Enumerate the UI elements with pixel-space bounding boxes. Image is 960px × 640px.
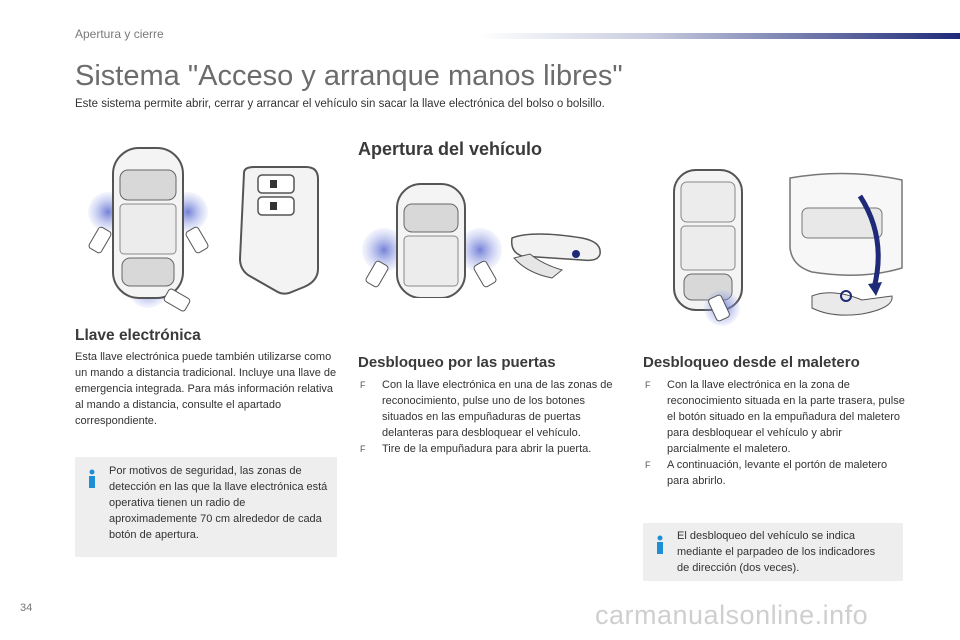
car-top-view-icon bbox=[78, 140, 218, 318]
opening-section-heading: Apertura del vehículo bbox=[358, 139, 543, 159]
header-gradient-bar bbox=[480, 33, 960, 39]
doors-step-2: Tire de la empuñadura para abrir la puerta. bbox=[382, 443, 592, 455]
page-subtitle: Este sistema permite abrir, cerrar y arrancar el vehículo sin sacar la llave electrónica del bolso o bolsillo. bbox=[75, 98, 605, 110]
boot-step-2: A continuación, levante el portón de maletero para abrirlo. bbox=[667, 459, 888, 487]
key-fob-illustration bbox=[234, 165, 324, 295]
section-label: Apertura y cierre bbox=[75, 27, 164, 41]
doors-unlock-steps bbox=[360, 377, 622, 457]
doors-step-1: Con la llave electrónica en una de las zonas de reconocimiento, pulse uno de los botones situados en las empuñaduras de puertas delanteras para desbloquear el vehículo. bbox=[382, 379, 613, 439]
info-icon bbox=[85, 469, 99, 489]
list-item bbox=[645, 457, 907, 489]
smart-key-heading: Llave electrónica bbox=[75, 327, 201, 344]
boot-step-1: Con la llave electrónica en la zona de reconocimiento situada en la parte trasera, pulse el botón situado en la empuñadura del maletero para desbloquear el vehículo y abrir parcialmente el maletero. bbox=[667, 379, 905, 455]
page-number: 34 bbox=[20, 602, 33, 614]
page-title: Sistema "Acceso y arranque manos libres" bbox=[75, 60, 623, 92]
boot-unlock-steps bbox=[645, 377, 907, 489]
indicator-note-text: El desbloqueo del vehículo se indica mediante el parpadeo de los indicadores de dirección (dos veces). bbox=[677, 530, 876, 574]
bullet-marker: F bbox=[645, 380, 651, 390]
watermark: carmanualsonline.info bbox=[595, 600, 869, 630]
boot-unlock-illustration bbox=[662, 168, 907, 328]
safety-note-text: Por motivos de seguridad, las zonas de detección en las que la llave electrónica está operativa tienen un radio de aproximademente 70 cm alrededor de cada botón de apertura. bbox=[109, 465, 328, 541]
door-unlock-illustration bbox=[362, 178, 612, 298]
bullet-marker: F bbox=[360, 380, 366, 390]
door-handle-icon bbox=[512, 234, 600, 278]
car-top-view-icon bbox=[362, 178, 612, 298]
car-detection-zones-illustration bbox=[78, 140, 218, 318]
tailgate-icon bbox=[662, 168, 907, 328]
list-item bbox=[645, 377, 907, 457]
smart-key-description: Esta llave electrónica puede también utilizarse como un mando a distancia tradicional. Incluye una llave de emergencia integrada. Para más información relativa al mando a distancia, consulte el apartado correspondiente. bbox=[75, 351, 337, 427]
bullet-marker: F bbox=[360, 444, 366, 454]
safety-note bbox=[75, 457, 337, 557]
boot-unlock-heading: Desbloqueo desde el maletero bbox=[643, 354, 860, 371]
bullet-marker: F bbox=[645, 460, 651, 470]
list-item bbox=[360, 377, 622, 441]
doors-unlock-heading: Desbloqueo por las puertas bbox=[358, 354, 556, 371]
key-fob-icon bbox=[234, 165, 324, 295]
list-item bbox=[360, 441, 622, 457]
info-icon bbox=[653, 535, 667, 555]
indicator-note bbox=[643, 523, 903, 581]
